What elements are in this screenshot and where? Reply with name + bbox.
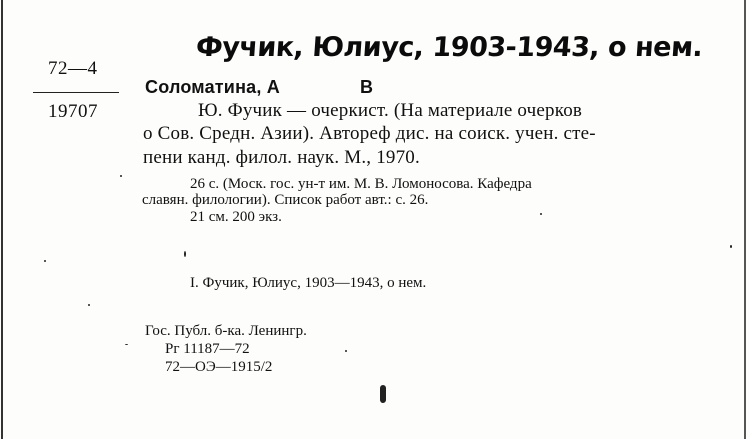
scan-speck <box>44 260 46 262</box>
scan-speck <box>345 350 347 352</box>
handwritten-heading: Фучик, Юлиус, 1903-1943, о нем. <box>194 32 704 63</box>
card-right-edge <box>744 0 746 439</box>
scan-speck <box>380 385 386 403</box>
physical-line-1: 26 с. (Моск. гос. ун-т им. М. В. Ломоносова. Кафедра <box>190 176 532 192</box>
accession-number: 19707 <box>48 101 98 122</box>
holding-line-2: Рг 11187—72 <box>165 341 250 357</box>
scan-speck <box>540 213 542 215</box>
title-line-1: Ю. Фучик — очеркист. (На материале очерков <box>198 100 583 121</box>
card-left-edge <box>1 0 3 439</box>
physical-line-3: 21 см. 200 экз. <box>190 209 282 225</box>
author-name: Соломатина, А <box>145 77 280 97</box>
scan-speck <box>730 245 732 248</box>
scan-speck <box>88 304 90 306</box>
holding-line-3: 72—ОЭ—1915/2 <box>165 359 273 375</box>
title-line-3: пени канд. филол. наук. М., 1970. <box>143 147 420 168</box>
subject-entry: I. Фучик, Юлиус, 1903—1943, о нем. <box>190 275 427 291</box>
class-number: 72—4 <box>48 58 98 79</box>
author-marker: В <box>360 77 374 97</box>
scan-speck <box>184 251 186 257</box>
title-line-2: о Сов. Средн. Азии). Автореф дис. на соиск. учен. сте- <box>143 123 596 144</box>
physical-line-2: славян. филологии). Список работ авт.: с. 26. <box>142 192 429 208</box>
scan-speck <box>125 344 128 345</box>
class-divider <box>33 92 119 93</box>
holding-line-1: Гос. Публ. б-ка. Ленингр. <box>145 323 307 339</box>
scan-speck <box>120 175 122 177</box>
